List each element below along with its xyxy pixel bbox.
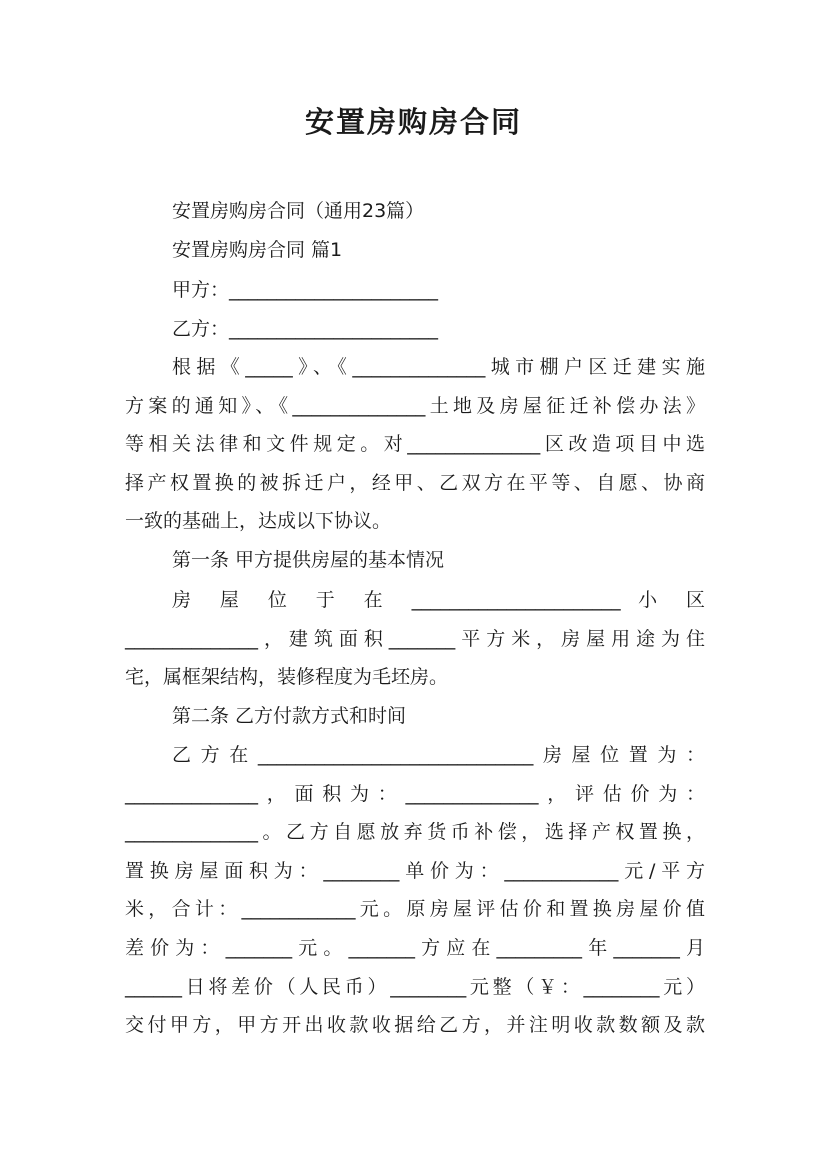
- paragraph-line: 差价为：_______元。_______方应在_________年_______月: [125, 937, 705, 959]
- paragraph-line: 房 屋 位 于 在 ______________________ 小 区: [172, 589, 705, 611]
- party-a-line: 甲方：______________________: [172, 279, 439, 301]
- article-heading: 第二条 乙方付款方式和时间: [172, 705, 407, 727]
- paragraph-line: 一致的基础上，达成以下协议。: [125, 510, 392, 532]
- collection-heading: 安置房购房合同（通用23篇）: [172, 200, 425, 222]
- section-heading: 安置房购房合同 篇1: [172, 239, 343, 261]
- paragraph-line: 方案的通知》、《______________土地及房屋征迁补偿办法》: [125, 395, 705, 417]
- paragraph-line: 宅，属框架结构，装修程度为毛坯房。: [125, 666, 449, 688]
- paragraph-line: ______日将差价（人民币）________元整（￥：________元）: [125, 976, 705, 998]
- paragraph-line: 米，合计：____________元。原房屋评估价和置换房屋价值: [125, 898, 705, 920]
- paragraph-line: 交付甲方，甲方开出收款收据给乙方，并注明收款数额及款: [125, 1014, 705, 1036]
- document-title: 安置房购房合同: [304, 105, 522, 139]
- paragraph-line: 置换房屋面积为：________单价为：____________元/平方: [125, 860, 705, 882]
- paragraph-line: ______________，建筑面积_______平方米，房屋用途为住: [125, 628, 705, 650]
- paragraph-line: 乙方在_____________________________房屋位置为：: [172, 744, 705, 766]
- party-b-line: 乙方：______________________: [172, 318, 439, 340]
- article-heading: 第一条 甲方提供房屋的基本情况: [172, 549, 445, 571]
- paragraph-line: 根据《_____》、《______________城市棚户区迁建实施: [172, 356, 705, 378]
- paragraph-line: ______________，面积为：______________，评估价为：: [125, 783, 705, 805]
- paragraph-line: ______________。乙方自愿放弃货币补偿，选择产权置换，: [125, 821, 705, 843]
- paragraph-line: 择产权置换的被拆迁户，经甲、乙双方在平等、自愿、协商: [125, 472, 705, 494]
- paragraph-line: 等相关法律和文件规定。对______________区改造项目中选: [125, 433, 705, 455]
